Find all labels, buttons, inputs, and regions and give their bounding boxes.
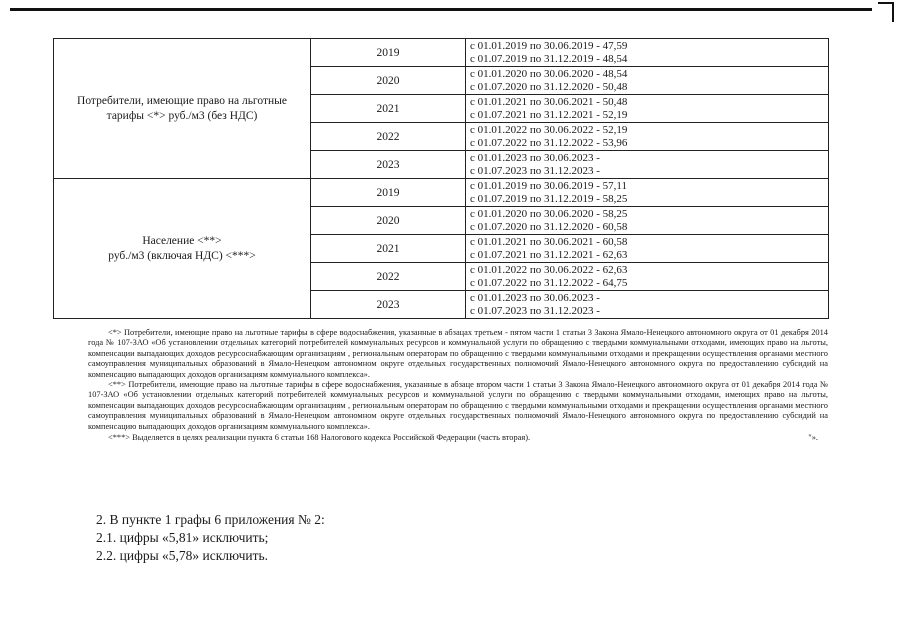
tariff-periods-cell (466, 263, 829, 291)
top-border-line (10, 8, 872, 11)
tariff-period: с 01.07.2019 по 31.12.2019 - 58,25 (470, 192, 628, 205)
tariff-period: с 01.07.2022 по 31.12.2022 - 53,96 (470, 136, 628, 149)
tariff-period: с 01.01.2022 по 30.06.2022 - 62,63 (470, 263, 628, 276)
tariff-period: с 01.01.2020 по 30.06.2020 - 58,25 (470, 207, 628, 220)
page-corner-mark (878, 2, 894, 22)
tariff-periods-cell (466, 235, 829, 263)
tariff-period: с 01.07.2021 по 31.12.2021 - 52,19 (470, 108, 628, 121)
consumer-group-label-line: Население <**> (142, 234, 222, 247)
tariff-periods-cell (466, 39, 829, 67)
tariff-period: с 01.01.2019 по 30.06.2019 - 57,11 (470, 179, 628, 192)
footnote-3-text: <***> Выделяется в целях реализации пункта 6 статьи 168 Налогового кодекса Российской Федерации (часть вторая). (108, 433, 531, 443)
year-cell: 2023 (311, 151, 466, 179)
tariff-table (53, 38, 829, 319)
footnote-3 (88, 433, 828, 443)
consumer-group-label (54, 179, 311, 319)
consumer-group-label-line: Потребители, имеющие право на льготные (77, 94, 287, 107)
tariff-period: с 01.01.2019 по 30.06.2019 - 47,59 (470, 39, 628, 52)
tariff-periods-cell (466, 95, 829, 123)
footnotes (88, 328, 828, 443)
consumer-group-label-line: руб./м3 (включая НДС) <***> (108, 249, 256, 262)
tariff-period: с 01.07.2021 по 31.12.2021 - 62,63 (470, 248, 628, 261)
table-row (54, 39, 829, 67)
tariff-period: с 01.01.2022 по 30.06.2022 - 52,19 (470, 123, 628, 136)
year-cell: 2019 (311, 39, 466, 67)
tariff-periods-cell (466, 207, 829, 235)
table-row (54, 179, 829, 207)
tariff-period: с 01.01.2021 по 30.06.2021 - 60,58 (470, 235, 628, 248)
tariff-period: с 01.07.2023 по 31.12.2023 - (470, 304, 600, 317)
tariff-periods-cell (466, 151, 829, 179)
year-cell: 2021 (311, 95, 466, 123)
tariff-period: с 01.01.2023 по 30.06.2023 - (470, 291, 600, 304)
tariff-period: с 01.07.2020 по 31.12.2020 - 60,58 (470, 220, 628, 233)
year-cell: 2020 (311, 207, 466, 235)
amendment-line-2: 2.1. цифры «5,81» исключить; (96, 530, 269, 545)
year-cell: 2022 (311, 123, 466, 151)
footnote-3-closing: "». (808, 433, 818, 443)
year-cell: 2021 (311, 235, 466, 263)
year-cell: 2022 (311, 263, 466, 291)
footnote-1: <*> Потребители, имеющие право на льготные тарифы в сфере водоснабжения, указанные в абзацах третьем - пятом части 1 статьи 3 Закона Ямало-Ненецкого автономного округа от 01 декабря 2014 года № 107-ЗАО «Об установлении отдельных категорий потребителей коммунальных ресурсов и коммунальной услуги по обращению с твердыми коммунальными отходами, имеющих право на льготы, компенсации выпадающих доходов ресурсоснабжающим организациям , региональным операторам по обращению с твердыми коммунальными отходами и прекращении осуществления органами местного самоуправления муниципальных образований в Ямало-Ненецком автономном округе отдельных государственных полномочий Ямало-Ненецкого автономного округа по предоставлению субсидий на компенсацию выпадающих доходов организациям коммунального комплекса». (88, 328, 828, 379)
year-cell: 2023 (311, 291, 466, 319)
tariff-period: с 01.07.2023 по 31.12.2023 - (470, 164, 600, 177)
year-cell: 2020 (311, 67, 466, 95)
tariff-period: с 01.07.2022 по 31.12.2022 - 64,75 (470, 276, 628, 289)
tariff-periods-cell (466, 67, 829, 95)
footnote-2: <**> Потребители, имеющие право на льготные тарифы в сфере водоснабжения, указанные в абзаце втором части 1 статьи 3 Закона Ямало-Ненецкого автономного округа от 01 декабря 2014 года № 107-ЗАО «Об установлении отдельных категорий потребителей коммунальных ресурсов и коммунальной услуги по обращению с твердыми коммунальными отходами, имеющих право на льготы, компенсации выпадающих доходов ресурсоснабжающим организациям , региональным операторам по обращению с твердыми коммунальными отходами и прекращении осуществления органами местного самоуправления муниципальных образований в Ямало-Ненецком автономном округе отдельных государственных полномочий Ямало-Ненецкого автономного округа по предоставлению субсидий на компенсацию выпадающих доходов организациям коммунального комплекса». (88, 380, 828, 431)
tariff-period: с 01.01.2023 по 30.06.2023 - (470, 151, 600, 164)
amendment-line-3: 2.2. цифры «5,78» исключить. (96, 548, 269, 563)
tariff-periods-cell (466, 179, 829, 207)
tariff-periods-cell (466, 291, 829, 319)
consumer-group-label (54, 39, 311, 179)
amendment-text (96, 511, 325, 565)
tariff-period: с 01.07.2020 по 31.12.2020 - 50,48 (470, 80, 628, 93)
consumer-group-label-line: тарифы <*> руб./м3 (без НДС) (106, 109, 258, 122)
tariff-period: с 01.01.2020 по 30.06.2020 - 48,54 (470, 67, 628, 80)
tariff-periods-cell (466, 123, 829, 151)
year-cell: 2019 (311, 179, 466, 207)
tariff-period: с 01.01.2021 по 30.06.2021 - 50,48 (470, 95, 628, 108)
amendment-line-1: 2. В пункте 1 графы 6 приложения № 2: (96, 512, 325, 527)
tariff-period: с 01.07.2019 по 31.12.2019 - 48,54 (470, 52, 628, 65)
